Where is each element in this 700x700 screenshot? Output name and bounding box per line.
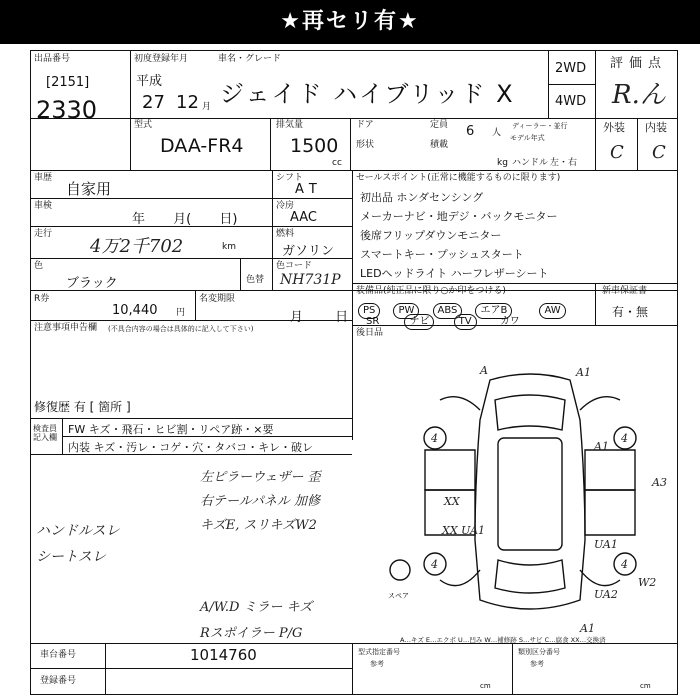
handle-label: ハンドル [512,158,549,168]
sales-point-item: LEDヘッドライト ハーフレザーシート [360,267,549,280]
lot-sub: [2151] [46,75,90,90]
repair-history: 修復歴 有 [ 箇所 ] [34,400,131,414]
cm-unit-2: cm [640,682,651,690]
recycle-label: R券 [34,294,50,304]
damage-legend: A…キズ E…エクボ U…凹み W…補修跡 S…サビ C…腐食 XX…交換済 [400,636,606,644]
damage-mark: A1 [580,622,595,635]
grade-value: R.ん [612,80,666,110]
handwritten-note: 左ピラーウェザー 歪 [200,470,321,485]
shape-label: 形状 [356,140,375,150]
color-code-label: 色コード [276,261,313,271]
spec-number-label: 型式指定番号 [358,648,400,656]
usage-value: 自家用 [66,180,112,198]
sales-point-item: メーカーナビ・地デジ・バックモニター [360,210,558,223]
reg-year: 27 [142,92,165,113]
damage-mark: A1 [594,440,609,453]
color-value: ブラック [66,276,118,291]
right-rear-door [585,490,635,535]
handwritten-note: 右テールパネル 加修 [200,494,320,509]
damage-mark: XX UA1 [442,524,486,537]
exterior-label: 外装 [603,121,625,134]
inspector-interior: 内装 キズ・汚レ・コゲ・穴・タバコ・キレ・破レ [68,441,314,454]
registration-label: 登録番号 [40,676,77,686]
equip-abs: ABS [433,303,463,319]
lot-number: 2330 [36,96,98,124]
spec-ref: 参考 [370,660,384,668]
handle-value: 左・右 [550,158,578,168]
equipment-row2 [366,312,520,330]
handwritten-note: シートスレ [36,549,106,565]
model-year-label: モデル年式 [510,134,545,142]
shift-label: シフト [276,173,304,183]
interior-grade: C [652,142,666,163]
inspector-label: 検査員記入欄 [33,424,57,442]
left-front-door [425,450,475,490]
lot-label: 出品番号 [34,54,71,64]
damage-mark: A [480,364,488,377]
damage-mark: 4 [431,558,438,571]
reg-era: 平成 [136,74,163,89]
type-value: DAA-FR4 [160,135,244,157]
equip-ps: PS [358,303,380,319]
equip-aw: AW [539,303,565,319]
category-ref: 参考 [530,660,544,668]
equip-tv: TV [454,314,477,330]
equip-leather: カワ [499,316,520,327]
warranty-label: 新車保証書 [602,286,648,296]
reg-month-unit: 月 [202,102,212,112]
windshield [495,395,565,430]
reg-month: 12 [176,92,199,113]
chassis-value: 1014760 [190,646,257,664]
roof [498,438,562,550]
right-rear-fender [580,570,620,586]
drive-2wd: 2WD [555,61,587,76]
category-number-label: 類別区分番号 [518,648,560,656]
sales-point-item: 初出品 ホンダセンシング [360,191,484,204]
damage-mark: XX [444,495,460,508]
equip-navi: ナビ [404,314,434,330]
grade-label: 評価点 [610,56,668,71]
displacement-value: 1500 [290,135,339,157]
door-label: ドア [356,120,374,130]
notes-label: 注意事項申告欄 [34,323,98,333]
damage-mark: 4 [431,432,438,445]
reauction-banner: ★再セリ有★ [0,0,700,44]
color-change-label: 色替 [246,275,265,285]
handwritten-center-lower [200,595,312,647]
fuel-label: 燃料 [276,229,295,239]
cm-unit: cm [480,682,491,690]
car-damage-diagram [380,360,680,650]
aircon-label: 冷房 [276,201,295,211]
capacity-value: 6 [466,124,475,139]
handwritten-center [200,466,321,538]
left-front-fender [440,397,480,410]
displacement-label: 排気量 [276,120,304,130]
damage-mark: UA1 [594,538,618,551]
type-label: 型式 [134,120,153,130]
sales-point-item: 後席フリップダウンモニター [360,229,502,242]
mileage-value: 4万2千702 [90,236,184,257]
car-body-outline [475,374,585,609]
reg-label: 初度登録年月 [134,54,189,64]
right-front-door [585,450,635,490]
sales-points-list [360,188,558,283]
mirror-label: 後日品 [356,328,384,338]
dealer-label: ディーラー・並行 [512,122,568,130]
drive-4wd: 4WD [555,94,587,109]
handwritten-note: キズE, スリキズW2 [200,518,317,533]
spare-label: スペア [388,592,409,600]
damage-mark: 4 [621,432,628,445]
usage-label: 車歴 [34,173,53,183]
rear-window [495,560,565,593]
shaken-text: 年 月( 日) [132,212,238,227]
handwritten-note: ハンドルスレ [36,523,120,539]
sales-point-item: スマートキー・プッシュスタート [360,248,524,261]
aircon-value: AAC [290,210,317,225]
chassis-label: 車台番号 [40,650,77,660]
left-rear-fender [440,570,480,586]
shaken-label: 車検 [34,201,53,211]
model-name: ジェイド ハイブリッド X [220,80,515,108]
recycle-unit: 円 [176,308,186,318]
handwritten-note: A/W.D ミラー キズ [200,600,313,615]
damage-mark: 4 [621,558,628,571]
handwritten-left [36,518,120,570]
displacement-unit: cc [332,158,342,168]
shift-value: AT [295,182,323,197]
equip-pw: PW [393,303,419,319]
interior-label: 内装 [645,121,667,134]
damage-mark: UA2 [594,588,618,601]
equipment-label: 装備品(純正品に限り○か印をつける) [356,286,506,296]
capacity-label: 定員 [430,120,449,130]
inspector-fw: FW キズ・飛石・ヒビ割・リペア跡・×要 [68,423,274,436]
notes-sub: (不具合内容の場合は具体的に記入して下さい) [108,325,254,333]
damage-mark: W2 [638,576,657,589]
color-code-value: NH731P [280,272,341,288]
damage-mark: A1 [576,366,591,379]
capacity-unit: 人 [492,128,502,138]
name-change-label: 名変期限 [199,294,236,304]
recycle-value: 10,440 [112,303,158,318]
model-label: 車名・グレード [218,54,282,64]
fuel-value: ガソリン [282,244,335,259]
spare-tire [390,560,410,580]
mileage-label: 走行 [34,229,53,239]
equip-airbag: エアB [475,303,512,319]
mileage-unit: km [222,242,236,252]
kg-unit: kg [497,158,508,168]
right-front-fender [580,397,620,410]
equip-sr: SR [366,316,380,327]
warranty-value: 有・無 [612,305,649,319]
load-label: 積載 [430,140,449,150]
name-change-text: 月 日 [290,310,349,325]
sales-points-label: セールスポイント(正常に機能するものに限ります) [356,173,561,183]
handwritten-note: Rスポイラー P/G [200,626,303,641]
damage-mark: A3 [652,476,667,489]
color-label: 色 [34,261,44,271]
exterior-grade: C [610,142,624,163]
